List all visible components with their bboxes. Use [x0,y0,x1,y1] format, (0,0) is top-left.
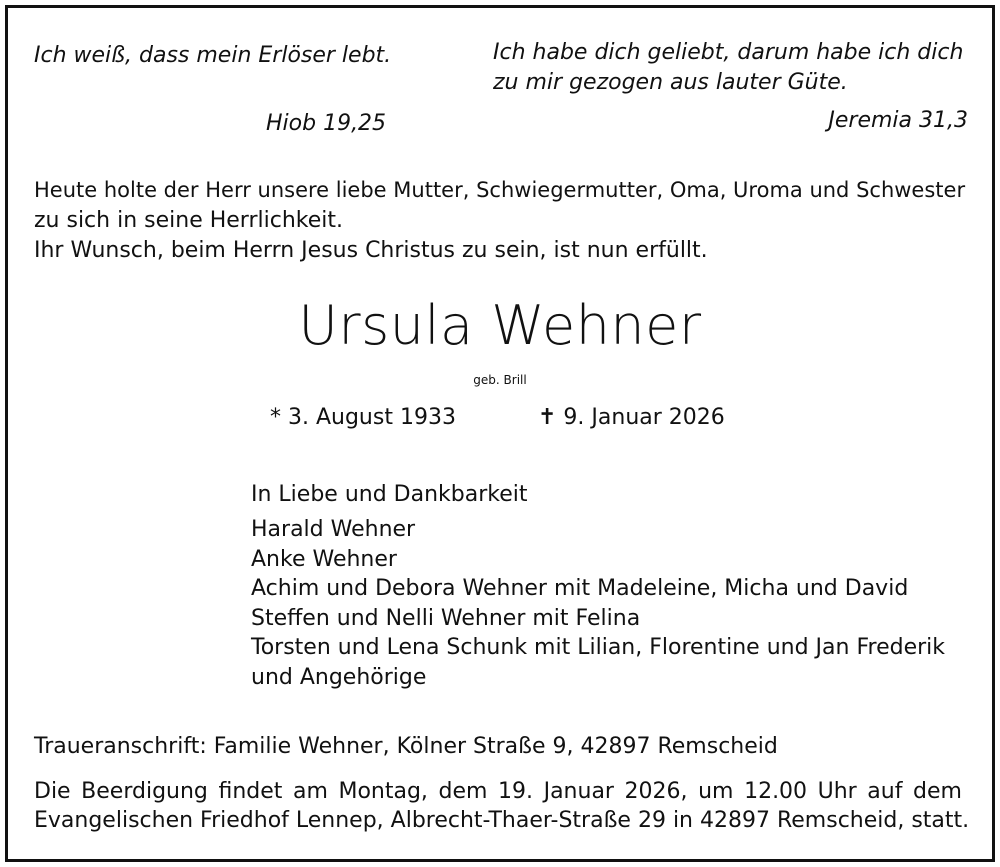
address: Traueranschrift: Familie Wehner, Kölner Straße 9, 42897 Remscheid [34,734,778,759]
deceased-name: Ursula Wehner [298,294,702,357]
funeral-line2: Evangelischen Friedhof Lennep, Albrecht-Thaer-Straße 29 in 42897 Remscheid, statt. [34,808,970,833]
birth-date: * 3. August 1933 [270,405,456,430]
mourners-heading: In Liebe und Dankbarkeit [251,482,528,507]
intro-line1: Heute holte der Herr unsere liebe Mutter, Schwiegermutter, Oma, Uroma und Schwester [34,178,966,202]
verse-right-line2: zu mir gezogen aus lauter Güte. [493,70,848,95]
intro-line3: Ihr Wunsch, beim Herrn Jesus Christus zu sein, ist nun erfüllt. [34,238,708,263]
verse-right-ref: Jeremia 31,3 [828,108,968,133]
mourner-name: Harald Wehner [251,517,416,542]
funeral-line1: Die Beerdigung findet am Montag, dem 19. Januar 2026, um 12.00 Uhr auf dem [34,779,962,804]
obituary-frame [5,5,995,862]
mourners-list [251,515,945,692]
verse-left-ref: Hiob 19,25 [266,111,387,136]
intro-line2: zu sich in seine Herrlichkeit. [34,208,343,233]
mourner-name: und Angehörige [251,664,427,690]
death-date: ✝ 9. Januar 2026 [538,405,725,430]
maiden-name: geb. Brill [473,373,527,387]
mourner-name: Steffen und Nelli Wehner mit Felina [251,605,641,631]
mourner-name: Achim und Debora Wehner mit Madeleine, Micha und David [251,576,909,601]
verse-right-line1: Ich habe dich geliebt, darum habe ich dich [493,40,964,65]
verse-left-text: Ich weiß, dass mein Erlöser lebt. [34,43,392,68]
mourner-name: Anke Wehner [251,546,397,572]
mourner-name: Torsten und Lena Schunk mit Lilian, Florentine und Jan Frederik [251,635,945,660]
